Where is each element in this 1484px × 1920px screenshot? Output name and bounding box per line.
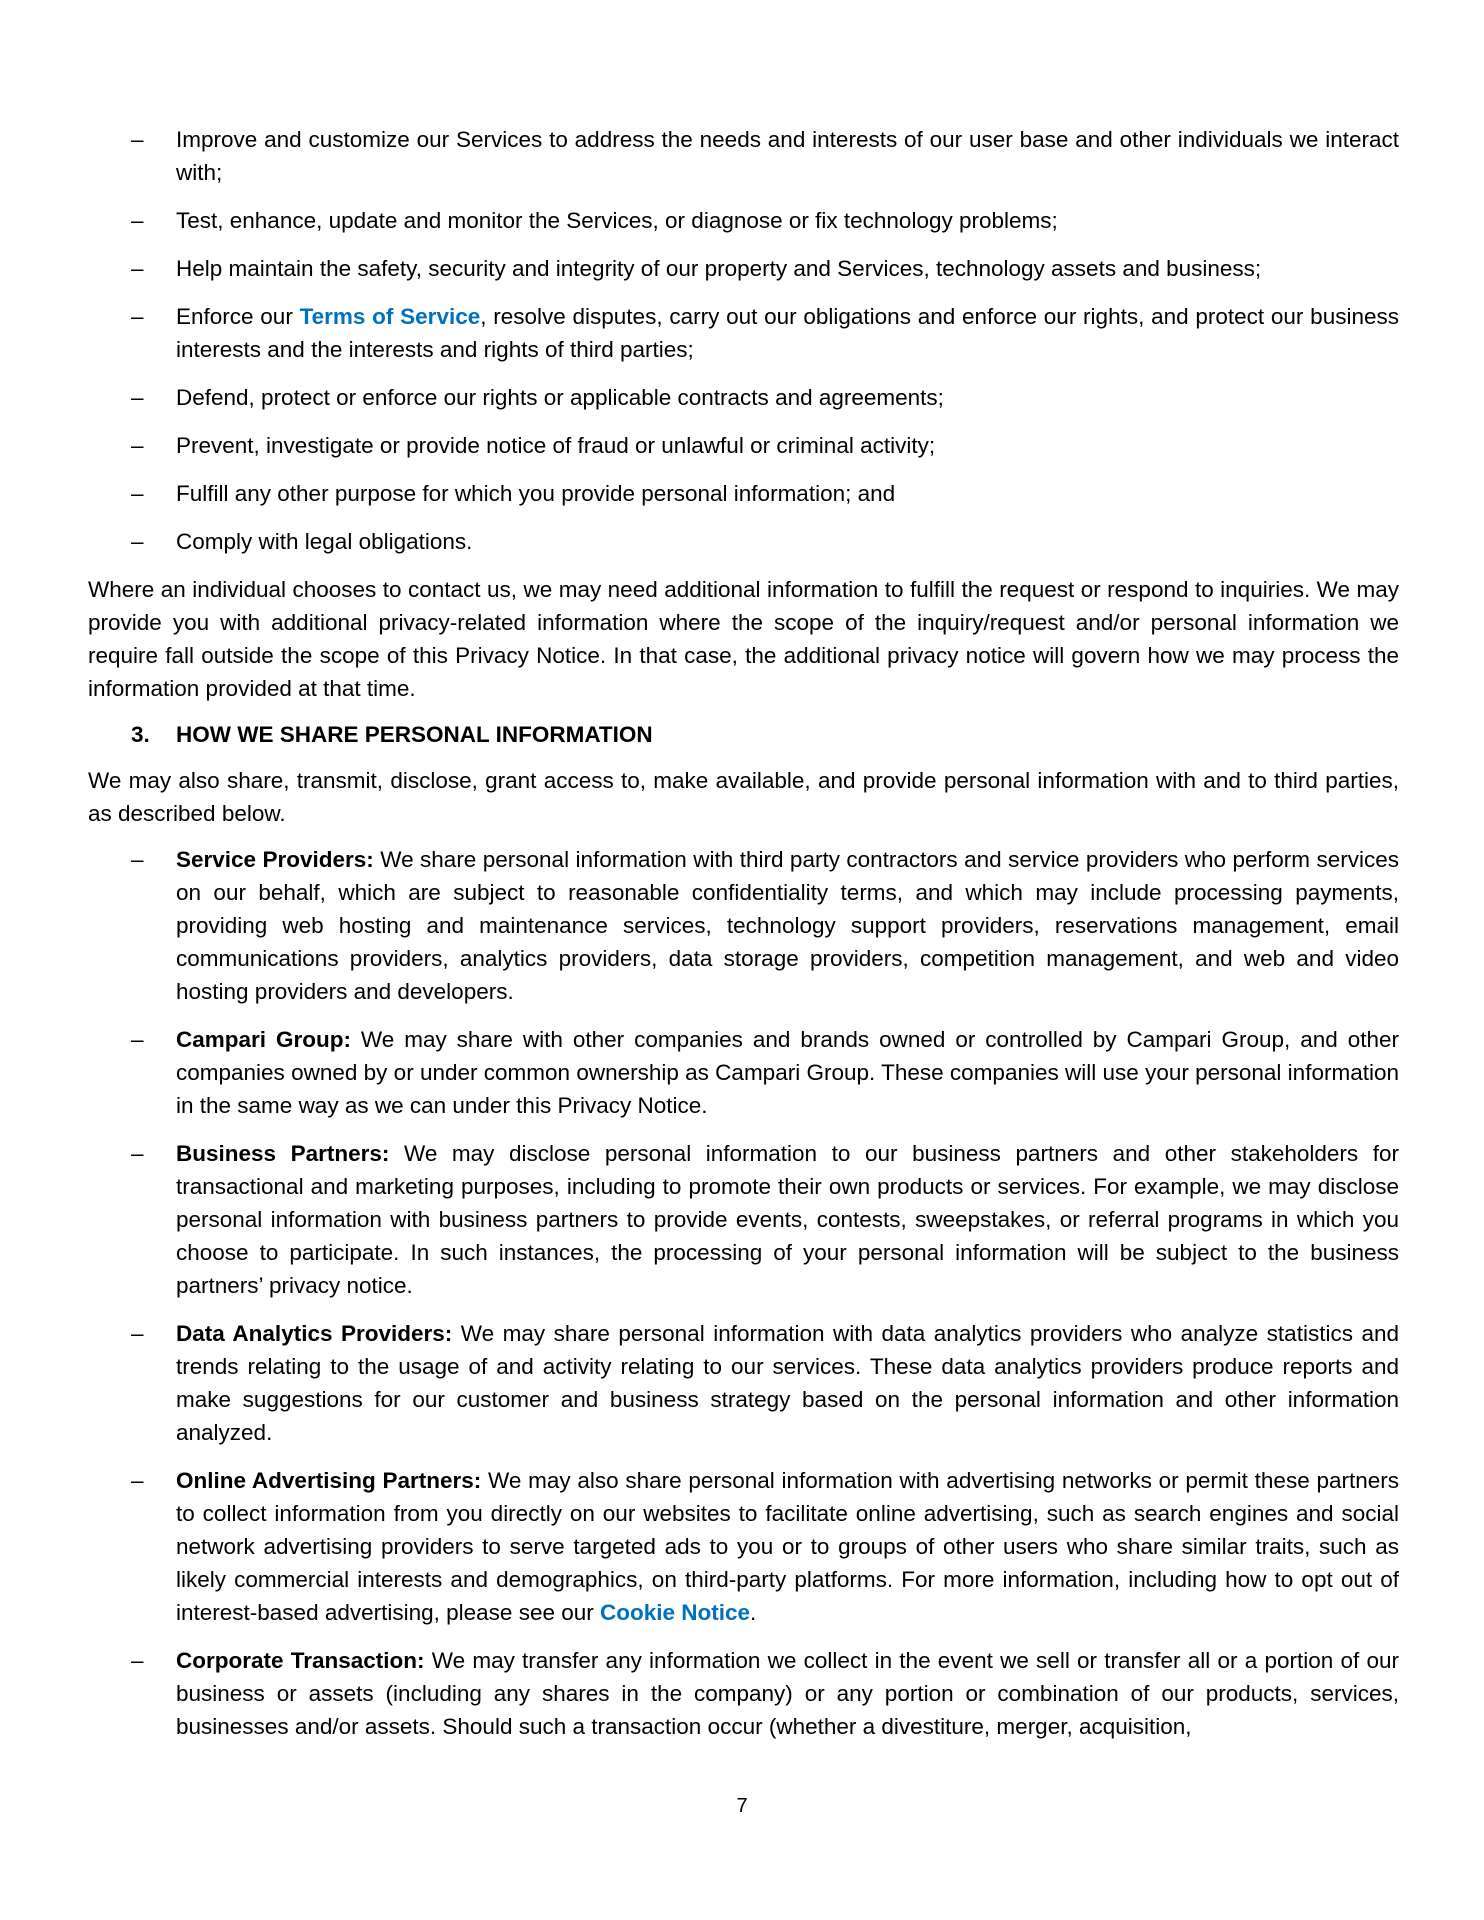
list-item: – Data Analytics Providers: We may share personal information with data analytics providers who analyze statistics and trends relating to the usage of and activity relating to our services. These data analytics providers produce reports and make suggestions for our customer and business strategy based on the personal information and other information analyzed. <box>88 1317 1399 1449</box>
page-number: 7 <box>736 1795 748 1817</box>
item-label: Data Analytics Providers: <box>176 1321 453 1346</box>
section-number: 3. <box>131 722 150 747</box>
list-item: – Comply with legal obligations. <box>88 525 1399 558</box>
terms-of-service-link[interactable]: Terms of Service <box>299 304 481 329</box>
list-item: – Online Advertising Partners: We may also share personal information with advertising networks or permit these partners to collect information from you directly on our websites to facilitate online advertising, such as search engines and social network advertising providers to serve targeted ads to you or to groups of other users who share similar traits, such as likely commercial interests and demographics, on third-party platforms. For more information, including how to opt out of interest-based advertising, please see our Cookie Notice. <box>88 1464 1399 1629</box>
dash-bullet: – <box>131 481 144 506</box>
dash-bullet: – <box>131 529 144 554</box>
dash-bullet: – <box>131 304 144 329</box>
item-label: Online Advertising Partners: <box>176 1468 482 1493</box>
share-intro-paragraph: We may also share, transmit, disclose, grant access to, make available, and provide personal information with and to third parties, as described below. <box>88 768 1399 826</box>
item-label: Corporate Transaction: <box>176 1648 425 1673</box>
section-heading <box>88 718 1399 751</box>
cookie-notice-link[interactable]: Cookie Notice <box>600 1600 751 1625</box>
list-item: – Fulfill any other purpose for which you provide personal information; and <box>88 477 1399 510</box>
dash-bullet: – <box>131 1648 144 1673</box>
dash-bullet: – <box>131 1321 144 1346</box>
page-content <box>88 123 1399 1758</box>
dash-bullet: – <box>131 433 144 458</box>
dash-bullet: – <box>131 208 144 233</box>
list-item: – Campari Group: We may share with other companies and brands owned or controlled by Campari Group, and other companies owned by or under common ownership as Campari Group. These companies will use your personal information in the same way as we can under this Privacy Notice. <box>88 1023 1399 1122</box>
dash-bullet: – <box>131 1141 144 1166</box>
sharing-list <box>88 843 1399 1743</box>
dash-bullet: – <box>131 1468 144 1493</box>
list-item: – Prevent, investigate or provide notice of fraud or unlawful or criminal activity; <box>88 429 1399 462</box>
dash-bullet: – <box>131 1027 144 1052</box>
list-item: – Enforce our Terms of Service, resolve disputes, carry out our obligations and enforce our rights, and protect our business interests and the interests and rights of third parties; <box>88 300 1399 366</box>
dash-bullet: – <box>131 256 144 281</box>
dash-bullet: – <box>131 385 144 410</box>
dash-bullet: – <box>131 847 144 872</box>
dash-bullet: – <box>131 127 144 152</box>
list-item: – Defend, protect or enforce our rights or applicable contracts and agreements; <box>88 381 1399 414</box>
list-item: – Improve and customize our Services to address the needs and interests of our user base and other individuals we interact with; <box>88 123 1399 189</box>
list-item: – Help maintain the safety, security and integrity of our property and Services, technology assets and business; <box>88 252 1399 285</box>
purpose-list <box>88 123 1399 558</box>
section-title: HOW WE SHARE PERSONAL INFORMATION <box>176 722 653 747</box>
contact-paragraph: Where an individual chooses to contact us, we may need additional information to fulfill the request or respond to inquiries. We may provide you with additional privacy-related information where the scope of the inquiry/request and/or personal information we require fall outside the scope of this Privacy Notice. In that case, the additional privacy notice will govern how we may process the information provided at that time. <box>88 577 1399 701</box>
list-item: – Business Partners: We may disclose personal information to our business partners and other stakeholders for transactional and marketing purposes, including to promote their own products or services. For example, we may disclose personal information with business partners to provide events, contests, sweepstakes, or referral programs in which you choose to participate. In such instances, the processing of your personal information will be subject to the business partners’ privacy notice. <box>88 1137 1399 1302</box>
item-label: Business Partners: <box>176 1141 390 1166</box>
list-item: – Corporate Transaction: We may transfer any information we collect in the event we sell or transfer all or a portion of our business or assets (including any shares in the company) or any portion or combination of our products, services, businesses and/or assets. Should such a transaction occur (whether a divestiture, merger, acquisition, <box>88 1644 1399 1743</box>
list-item: – Test, enhance, update and monitor the Services, or diagnose or fix technology problems; <box>88 204 1399 237</box>
item-label: Campari Group: <box>176 1027 351 1052</box>
list-item: – Service Providers: We share personal information with third party contractors and service providers who perform services on our behalf, which are subject to reasonable confidentiality terms, and which may include processing payments, providing web hosting and maintenance services, technology support providers, reservations management, email communications providers, analytics providers, data storage providers, competition management, and web and video hosting providers and developers. <box>88 843 1399 1008</box>
item-label: Service Providers: <box>176 847 374 872</box>
